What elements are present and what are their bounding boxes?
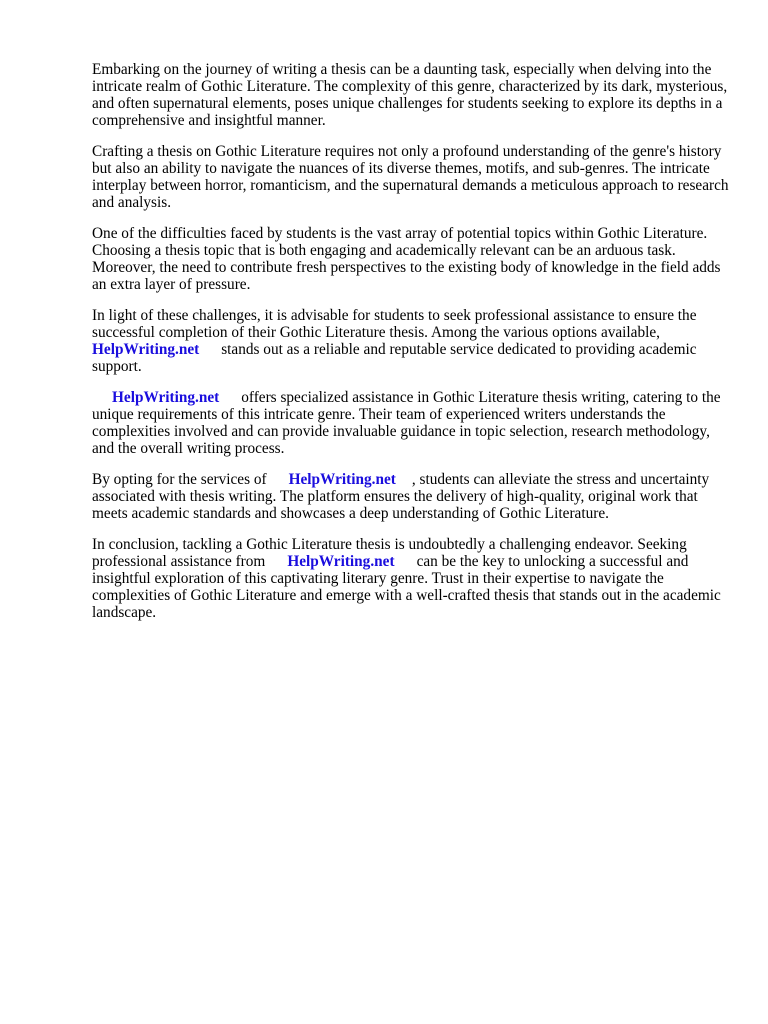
paragraph-assistance-text-after: stands out as a reliable and reputable service dedicated to providing academic support. — [92, 341, 697, 375]
paragraph-crafting: Crafting a thesis on Gothic Literature requires not only a profound understanding of the genre's history but also an ability to navigate the nuances of its diverse themes, motifs, and sub-genres. The intricate interplay between horror, romanticism, and the supernatural demands a meticulous approach to research and analysis. — [92, 143, 729, 211]
paragraph-conclusion-text-before: In conclusion, tackling a Gothic Literature thesis is undoubtedly a challenging endeavor. Seeking professional assistance from — [92, 536, 687, 570]
paragraph-assistance — [92, 307, 732, 375]
paragraph-difficulties: One of the difficulties faced by students is the vast array of potential topics within Gothic Literature. Choosing a thesis topic that is both engaging and academically relevant can be an arduous task. Moreover, the need to contribute fresh perspectives to the existing body of knowledge in the field adds an extra layer of pressure. — [92, 225, 721, 293]
paragraph-services-text-before: By opting for the services of — [92, 471, 267, 488]
helpwriting-link[interactable]: HelpWriting.net — [112, 389, 220, 406]
paragraph-assistance-text-before: In light of these challenges, it is advisable for students to seek professional assistance to ensure the successful completion of their Gothic Literature thesis. Among the various options available, — [92, 307, 697, 341]
paragraph-offers-text: offers specialized assistance in Gothic Literature thesis writing, catering to the unique requirements of this intricate genre. Their team of experienced writers understands the complexities involved and can provide invaluable guidance in topic selection, research methodology, and the overall writing process. — [92, 389, 721, 457]
paragraph-intro: Embarking on the journey of writing a thesis can be a daunting task, especially when delving into the intricate realm of Gothic Literature. The complexity of this genre, characterized by its dark, mysterious, and often supernatural elements, poses unique challenges for students seeking to explore its depths in a comprehensive and insightful manner. — [92, 61, 728, 129]
paragraph-services-text-after: , students can alleviate the stress and uncertainty associated with thesis writing. The platform ensures the delivery of high-quality, original work that meets academic standards and showcases a deep understanding of Gothic Literature. — [92, 471, 710, 522]
paragraph-conclusion — [92, 536, 732, 621]
document-body — [92, 61, 732, 635]
helpwriting-link[interactable]: HelpWriting.net — [288, 471, 396, 488]
helpwriting-link[interactable]: HelpWriting.net — [287, 553, 395, 570]
paragraph-offers — [92, 389, 732, 457]
paragraph-conclusion-text-after: can be the key to unlocking a successful and insightful exploration of this captivating literary genre. Trust in their expertise to navigate the complexities of Gothic Literature and emerge with a well-crafted thesis that stands out in the academic landscape. — [92, 553, 721, 621]
helpwriting-link[interactable]: HelpWriting.net — [92, 341, 200, 358]
paragraph-services — [92, 471, 732, 522]
